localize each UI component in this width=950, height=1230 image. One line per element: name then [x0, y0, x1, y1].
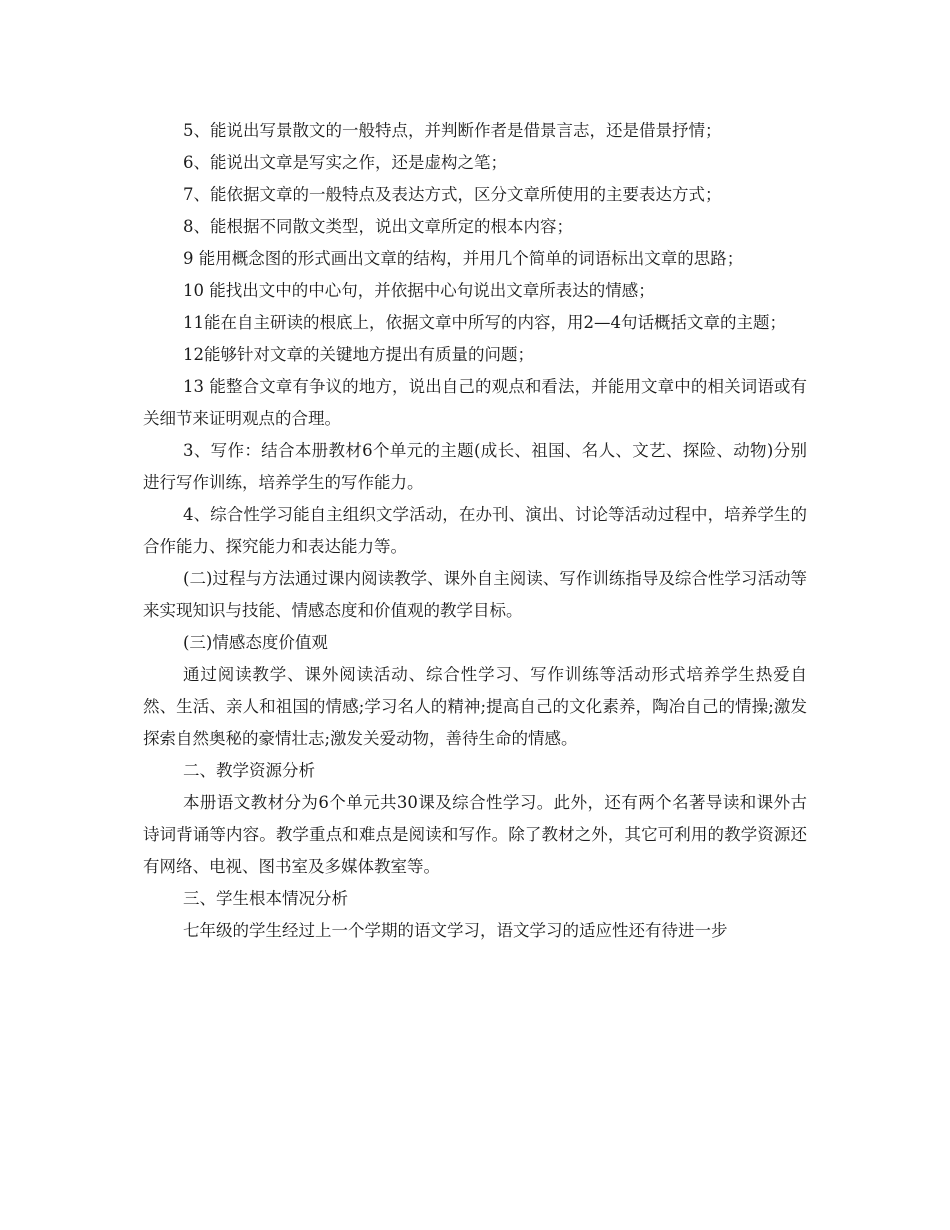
paragraph: 4、综合性学习能自主组织文学活动，在办刊、演出、讨论等活动过程中，培养学生的合作能力、探究能力和表达能力等。 [143, 505, 807, 556]
paragraph: 通过阅读教学、课外阅读活动、综合性学习、写作训练等活动形式培养学生热爱自然、生活、亲人和祖国的情感;学习名人的精神;提高自己的文化素养，陶冶自己的情操;激发探索自然奥秘的豪情壮志;激发关爱动物，善待生命的情感。 [143, 665, 807, 748]
paragraph: 本册语文教材分为6个单元共30课及综合性学习。此外，还有两个名著导读和课外古诗词背诵等内容。教学重点和难点是阅读和写作。除了教材之外，其它可利用的教学资源还有网络、电视、图书室及多媒体教室等。 [143, 793, 807, 876]
paragraph: 11能在自主研读的根底上，依据文章中所写的内容，用2—4句话概括文章的主题； [183, 313, 786, 332]
paragraph: 3、写作：结合本册教材6个单元的主题(成长、祖国、名人、文艺、探险、动物)分别进行写作训练，培养学生的写作能力。 [143, 441, 807, 492]
paragraph: 6、能说出文章是写实之作，还是虚构之笔； [183, 153, 507, 172]
section-heading: (三)情感态度价值观 [183, 633, 328, 652]
paragraph: 7、能依据文章的一般特点及表达方式，区分文章所使用的主要表达方式； [183, 185, 722, 204]
paragraph: 七年级的学生经过上一个学期的语文学习，语文学习的适应性还有待进一步 [183, 921, 728, 940]
paragraph: 12能够针对文章的关键地方提出有质量的问题； [183, 345, 534, 364]
section-heading: 二、教学资源分析 [183, 761, 315, 780]
section-heading: 三、学生根本情况分析 [183, 889, 348, 908]
paragraph: 5、能说出写景散文的一般特点，并判断作者是借景言志，还是借景抒情； [183, 121, 722, 140]
paragraph: 10 能找出文中的中心句，并依据中心句说出文章所表达的情感； [183, 281, 655, 300]
paragraph: (二)过程与方法通过课内阅读教学、课外自主阅读、写作训练指导及综合性学习活动等来实现知识与技能、情感态度和价值观的教学目标。 [143, 569, 807, 620]
paragraph: 13 能整合文章有争议的地方，说出自己的观点和看法，并能用文章中的相关词语或有关细节来证明观点的合理。 [143, 377, 807, 428]
paragraph: 9 能用概念图的形式画出文章的结构，并用几个简单的词语标出文章的思路； [183, 249, 744, 268]
document-body [143, 115, 807, 947]
paragraph: 8、能根据不同散文类型，说出文章所定的根本内容； [183, 217, 573, 236]
